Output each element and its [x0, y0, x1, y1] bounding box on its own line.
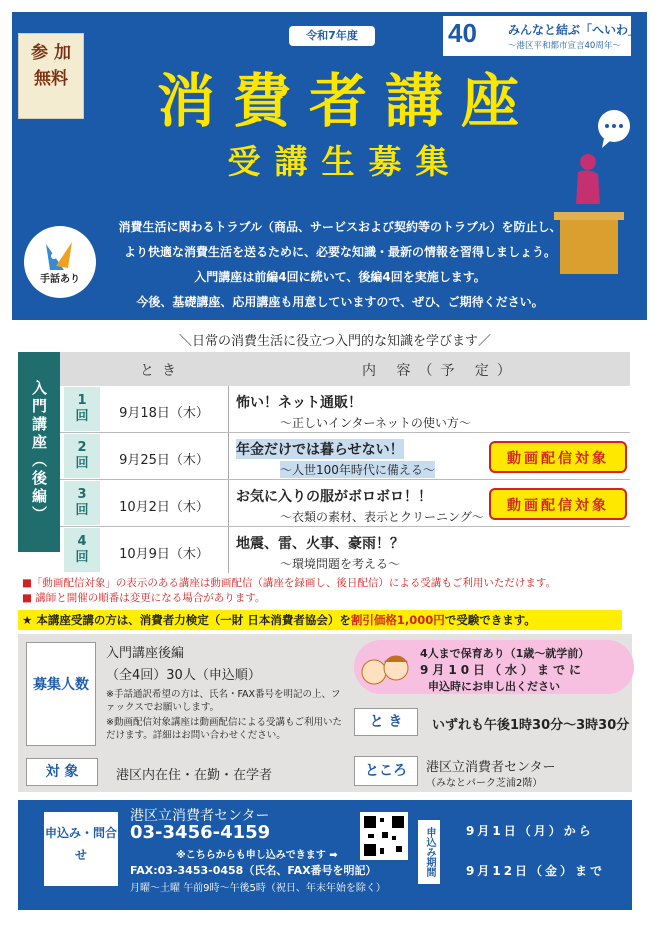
- session-unit: 回: [75, 409, 89, 424]
- intro-line-3: 入門講座は前編4回に続いて、後編4回を実施します。: [194, 270, 486, 284]
- target-value: 港区内在住・在勤・在学者: [116, 768, 273, 783]
- contact-label: 申込み・問合せ: [44, 812, 118, 886]
- childcare-line2: 9月10日（水）までに: [420, 663, 586, 677]
- recruit-note-1: ※手話通訳希望の方は、氏名・FAX番号を明記の上、ファックスでお願いします。: [106, 689, 341, 713]
- divider: [228, 527, 229, 573]
- fax-number: FAX:03-3453-0458（氏名、FAX番号を明記）: [130, 864, 377, 877]
- logo-number: 40: [448, 18, 477, 48]
- center-name: 港区立消費者センター: [130, 808, 270, 824]
- divider: [228, 480, 229, 526]
- session-num: 4: [77, 534, 87, 549]
- children-icon: [354, 648, 414, 690]
- session-subtitle: ～衣類の素材、表示とクリーニング～: [280, 510, 484, 524]
- period-from: 9月1日（月）から: [466, 824, 594, 838]
- divider: [228, 386, 229, 432]
- session-date: 9月25日（木）: [119, 453, 209, 468]
- session-title: 地震、雷、火事、豪雨！？: [236, 536, 404, 552]
- test-discount-line: [18, 610, 622, 630]
- intro-line-4: 今後、基礎講座、応用講座も用意していますので、ぜひ、ご期待ください。: [136, 295, 544, 309]
- session-title: 年金だけでは暮らせない！: [236, 439, 404, 459]
- free-badge-line2: 無料: [34, 69, 68, 89]
- free-badge-line1: 参 加: [31, 43, 71, 63]
- schedule-note: ■ 講師と開催の順番は変更になる場合があります。: [22, 592, 266, 604]
- recruit-note-2: ※動画配信対象講座は動画配信による受講もご利用いただけます。詳細はお問い合わせください。: [106, 717, 342, 741]
- session-unit: 回: [75, 456, 89, 471]
- intro-line-1: 消費生活に関わるトラブル（商品、サービスおよび契約等のトラブル）を防止し、: [118, 220, 562, 234]
- recruit-capacity: （全4回）30人（申込順）: [106, 668, 261, 683]
- place-sub: （みなとパーク芝浦2階）: [426, 778, 543, 789]
- childcare-line1: 4人まで保育あり（1歳～就学前）: [420, 647, 590, 660]
- session-number: [64, 387, 100, 431]
- session-subtitle: ～正しいインターネットの使い方～: [280, 416, 471, 430]
- session-subtitle: ～人世100年時代に備える～: [280, 463, 435, 477]
- qr-code-icon[interactable]: [360, 812, 408, 860]
- childcare-line3: 申込時にお申し出ください: [428, 680, 560, 693]
- place-label: ところ: [354, 756, 418, 786]
- session-date: 10月9日（木）: [119, 547, 209, 562]
- session-number: [64, 528, 100, 572]
- session-subtitle: ～環境問題を考える～: [280, 557, 401, 571]
- logo-line2: ～港区平和都市宣言40周年～: [508, 41, 621, 51]
- session-num: 2: [77, 440, 87, 455]
- period-label: 申込み期間: [418, 820, 440, 884]
- recruit-label: 募集人数: [26, 642, 96, 746]
- video-badge: 動画配信対象: [489, 441, 627, 473]
- session-unit: 回: [75, 550, 89, 565]
- page-subtitle: 受講生募集: [227, 142, 463, 181]
- logo-line1: みんなと結ぶ「へいわ」: [508, 23, 641, 37]
- session-unit: 回: [75, 503, 89, 518]
- sign-language-label: 手話あり: [40, 274, 80, 285]
- session-num: 3: [77, 487, 87, 502]
- test-prefix: ★ 本講座受講の方は、消費者力検定（一財 日本消費者協会）を: [22, 613, 351, 627]
- session-number: [64, 481, 100, 525]
- qr-note: ※こちらからも申し込みできます ➡: [176, 850, 338, 861]
- col-content: 内 容（予 定）: [362, 363, 519, 379]
- free-badge: [18, 33, 84, 119]
- session-number: [64, 434, 100, 478]
- session-title: 怖い！ネット通販！: [236, 395, 362, 411]
- place-value: 港区立消費者センター: [426, 760, 556, 775]
- time-label: と き: [354, 708, 418, 736]
- phone-number: 03-3456-4159: [130, 822, 271, 843]
- col-when: とき: [140, 363, 184, 379]
- test-suffix: で受験できます。: [444, 613, 536, 627]
- divider: [228, 433, 229, 479]
- course-side-label: 入門講座（後編）: [18, 352, 60, 552]
- year-badge: 令和7年度: [289, 26, 375, 46]
- intro-line-2: より快適な消費生活を送るために、必要な知識・最新の情報を習得しましょう。: [123, 245, 556, 259]
- page-title: 消費者講座: [156, 67, 537, 135]
- sign-language-icon: [24, 226, 96, 298]
- video-note: ■「動画配信対象」の表示のある講座は動画配信（講座を録画し、後日配信）による受講もご利用いただけます。: [22, 577, 557, 589]
- recruit-course: 入門講座後編: [106, 646, 185, 661]
- session-date: 9月18日（木）: [119, 406, 209, 421]
- test-price: 割引価格1,000円: [350, 613, 445, 627]
- office-hours: 月曜～土曜 午前9時～午後5時（祝日、年末年始を除く）: [130, 883, 386, 894]
- time-value: いずれも午後1時30分～3時30分: [432, 718, 630, 733]
- session-title: お気に入りの服がボロボロ！！: [236, 489, 432, 505]
- video-badge: 動画配信対象: [489, 488, 627, 520]
- period-to: 9月12日（金）まで: [466, 864, 606, 878]
- target-label: 対 象: [26, 758, 98, 786]
- session-num: 1: [77, 393, 87, 408]
- session-date: 10月2日（木）: [119, 500, 209, 515]
- tagline: ＼日常の消費生活に役立つ入門的な知識を学びます／: [178, 334, 491, 349]
